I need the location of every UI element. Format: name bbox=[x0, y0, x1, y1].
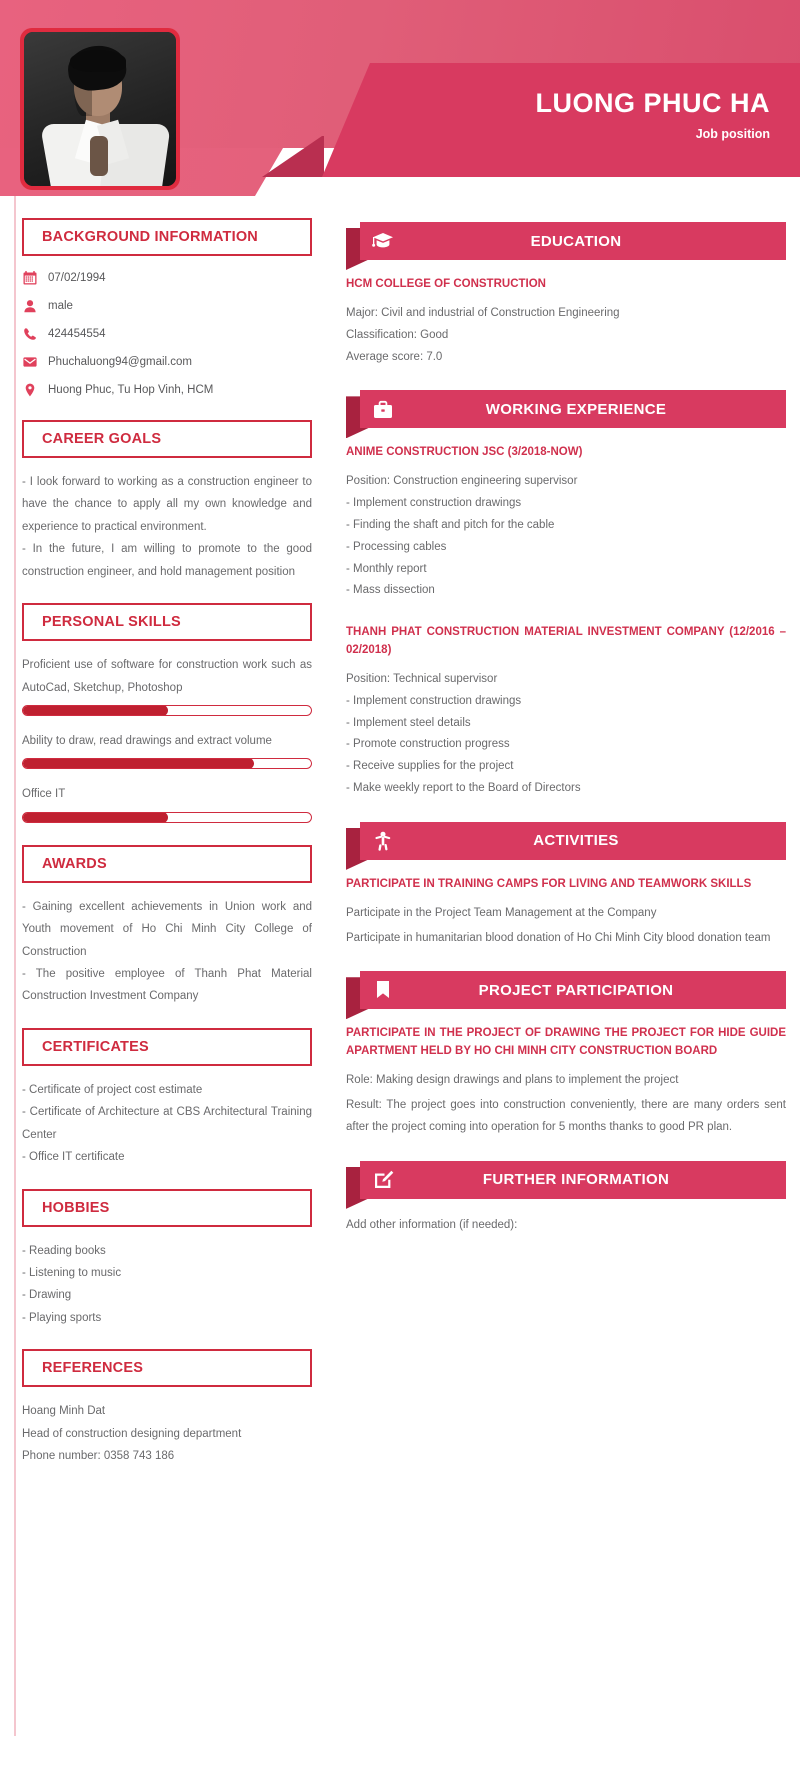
list-item: - Playing sports bbox=[22, 1311, 102, 1324]
awards-paragraph: - The positive employee of Thanh Phat Material Construction Investment Company bbox=[22, 968, 312, 1003]
section-header-education bbox=[346, 222, 786, 260]
contact-value: male bbox=[48, 299, 73, 312]
contact-value: 07/02/1994 bbox=[48, 271, 106, 284]
experience-entry bbox=[346, 624, 786, 800]
cv-header bbox=[0, 0, 800, 196]
hobbies-list bbox=[22, 1240, 312, 1330]
envelope-icon bbox=[22, 354, 38, 370]
education-line: Major: Civil and industrial of Construction Engineering bbox=[346, 306, 620, 319]
skill-progress-fill bbox=[22, 758, 254, 769]
contact-row-email bbox=[22, 353, 312, 370]
list-item: - Drawing bbox=[22, 1289, 72, 1302]
skill-progress-bar bbox=[22, 705, 312, 716]
job-position-subtitle: Job position bbox=[695, 127, 770, 141]
phone-icon bbox=[22, 326, 38, 342]
calendar-icon bbox=[22, 270, 38, 286]
ribbon-bar bbox=[360, 971, 786, 1009]
portrait-photo bbox=[24, 32, 176, 186]
contact-row-gender bbox=[22, 297, 312, 314]
skill-item bbox=[22, 730, 312, 769]
education-line: Average score: 7.0 bbox=[346, 350, 443, 363]
section-title-text: ACTIVITIES bbox=[533, 832, 619, 850]
education-school: HCM COLLEGE OF CONSTRUCTION bbox=[346, 278, 546, 290]
contact-value: 424454554 bbox=[48, 327, 106, 340]
graduation-cap-icon bbox=[360, 232, 406, 250]
section-title-text: CERTIFICATES bbox=[42, 1038, 149, 1055]
section-header-background-information bbox=[22, 218, 312, 256]
certificate-line: - Office IT certificate bbox=[22, 1151, 125, 1164]
career-goals-paragraph: - In the future, I am willing to promote to the good construction engineer, and hold management position bbox=[22, 543, 312, 578]
experience-line: - Processing cables bbox=[346, 540, 447, 553]
skill-progress-bar bbox=[22, 758, 312, 769]
ribbon-bar bbox=[360, 390, 786, 428]
ribbon-bar bbox=[360, 222, 786, 260]
activities-heading: PARTICIPATE IN TRAINING CAMPS FOR LIVING AND TEAMWORK SKILLS bbox=[346, 877, 752, 890]
section-title-text: PROJECT PARTICIPATION bbox=[478, 981, 674, 999]
experience-line: - Receive supplies for the project bbox=[346, 760, 514, 773]
experience-line: - Monthly report bbox=[346, 562, 427, 575]
experience-line: Position: Construction engineering supervisor bbox=[346, 475, 578, 488]
bookmark-icon bbox=[360, 980, 406, 1000]
ribbon-bar bbox=[360, 822, 786, 860]
experience-company: ANIME CONSTRUCTION JSC (3/2018-NOW) bbox=[346, 446, 583, 459]
experience-line: Position: Technical supervisor bbox=[346, 672, 498, 685]
experience-line: - Implement construction drawings bbox=[346, 497, 522, 509]
section-title-text: HOBBIES bbox=[42, 1199, 110, 1216]
experience-line: - Finding the shaft and pitch for the cable bbox=[346, 518, 555, 531]
experience-line: - Make weekly report to the Board of Directors bbox=[346, 782, 581, 795]
certificate-line: - Certificate of project cost estimate bbox=[22, 1083, 203, 1096]
activities-entry bbox=[346, 876, 786, 949]
further-information-entry bbox=[346, 1215, 786, 1237]
section-title-text: CAREER GOALS bbox=[42, 431, 162, 447]
experience-entry bbox=[346, 444, 786, 602]
experience-company: THANH PHAT CONSTRUCTION MATERIAL INVESTMENT COMPANY (12/2016 – 02/2018) bbox=[346, 626, 786, 657]
section-header-hobbies bbox=[22, 1189, 312, 1227]
experience-line: - Implement construction drawings bbox=[346, 694, 522, 707]
references-list bbox=[22, 1400, 312, 1467]
contact-row-phone bbox=[22, 325, 312, 342]
experience-line: - Mass dissection bbox=[346, 584, 435, 597]
ribbon-bar bbox=[360, 1161, 786, 1199]
awards-paragraph: - Gaining excellent achievements in Union work and Youth movement of Ho Chi Minh City College of Construction bbox=[22, 900, 312, 958]
section-title-text: BACKGROUND INFORMATION bbox=[42, 229, 258, 245]
reference-line: Phone number: 0358 743 186 bbox=[22, 1450, 175, 1463]
section-title-text: REFERENCES bbox=[42, 1360, 144, 1377]
right-column bbox=[330, 196, 800, 1488]
section-header-further-information bbox=[346, 1161, 786, 1199]
contact-row-birthdate bbox=[22, 269, 312, 286]
left-column bbox=[0, 196, 330, 1488]
skill-label: Office IT bbox=[22, 788, 66, 801]
further-information-paragraph: Add other information (if needed): bbox=[346, 1218, 518, 1231]
header-name-band bbox=[322, 63, 800, 177]
project-paragraph: Result: The project goes into construction conveniently, there are many orders sent after the project coming into operation for 5 months thanks to good PR plan. bbox=[346, 1099, 786, 1133]
contact-list bbox=[22, 269, 312, 398]
avatar bbox=[20, 28, 180, 190]
section-title-text: PERSONAL SKILLS bbox=[42, 614, 181, 631]
reference-line: Head of construction designing department bbox=[22, 1427, 242, 1440]
briefcase-icon bbox=[360, 400, 406, 419]
project-entry bbox=[346, 1025, 786, 1139]
section-header-career-goals bbox=[22, 420, 312, 458]
skill-label: Proficient use of software for construction work such as AutoCad, Sketchup, Photoshop bbox=[22, 659, 312, 694]
page-title: LUONG PHUC HA bbox=[535, 88, 770, 118]
person-icon bbox=[22, 298, 38, 314]
project-heading: PARTICIPATE IN THE PROJECT OF DRAWING THE PROJECT FOR HIDE GUIDE APARTMENT HELD BY HO CHI MINH CITY CONSTRUCTION BOARD bbox=[346, 1027, 786, 1058]
experience-line: - Promote construction progress bbox=[346, 738, 510, 751]
section-header-references bbox=[22, 1349, 312, 1387]
contact-row-address bbox=[22, 381, 312, 398]
section-title-text: WORKING EXPERIENCE bbox=[485, 400, 667, 418]
skill-item bbox=[22, 783, 312, 822]
skill-progress-bar bbox=[22, 812, 312, 823]
project-paragraph: Role: Making design drawings and plans to implement the project bbox=[346, 1073, 679, 1086]
list-item: - Listening to music bbox=[22, 1267, 122, 1280]
skill-progress-fill bbox=[22, 812, 168, 823]
person-activity-icon bbox=[360, 831, 406, 851]
education-entry bbox=[346, 276, 786, 368]
section-header-awards bbox=[22, 845, 312, 883]
section-header-project-participation bbox=[346, 971, 786, 1009]
experience-line: - Implement steel details bbox=[346, 716, 471, 729]
edit-note-icon bbox=[360, 1170, 406, 1189]
career-goals-paragraph: - I look forward to working as a construction engineer to have the chance to apply all my own knowledge and experience to practical environment. bbox=[22, 476, 312, 533]
activities-paragraph: Participate in the Project Team Management at the Company bbox=[346, 906, 657, 919]
contact-value: Huong Phuc, Tu Hop Vinh, HCM bbox=[48, 383, 214, 396]
skill-label: Ability to draw, read drawings and extract volume bbox=[22, 734, 272, 747]
activities-paragraph: Participate in humanitarian blood donation of Ho Chi Minh City blood donation team bbox=[346, 931, 771, 944]
skill-item bbox=[22, 654, 312, 716]
section-header-certificates bbox=[22, 1028, 312, 1066]
section-title-text: FURTHER INFORMATION bbox=[482, 1171, 670, 1189]
list-item: - Reading books bbox=[22, 1244, 106, 1257]
location-pin-icon bbox=[22, 382, 38, 398]
section-header-personal-skills bbox=[22, 603, 312, 641]
certificate-line: - Certificate of Architecture at CBS Architectural Training Center bbox=[22, 1106, 312, 1141]
reference-line: Hoang Minh Dat bbox=[22, 1405, 106, 1418]
section-header-working-experience bbox=[346, 390, 786, 428]
cv-body bbox=[0, 196, 800, 1528]
skill-progress-fill bbox=[22, 705, 168, 716]
contact-value: Phuchaluong94@gmail.com bbox=[48, 355, 193, 368]
section-header-activities bbox=[346, 822, 786, 860]
section-title-text: EDUCATION bbox=[530, 232, 622, 250]
section-title-text: AWARDS bbox=[42, 855, 107, 872]
education-line: Classification: Good bbox=[346, 328, 449, 341]
